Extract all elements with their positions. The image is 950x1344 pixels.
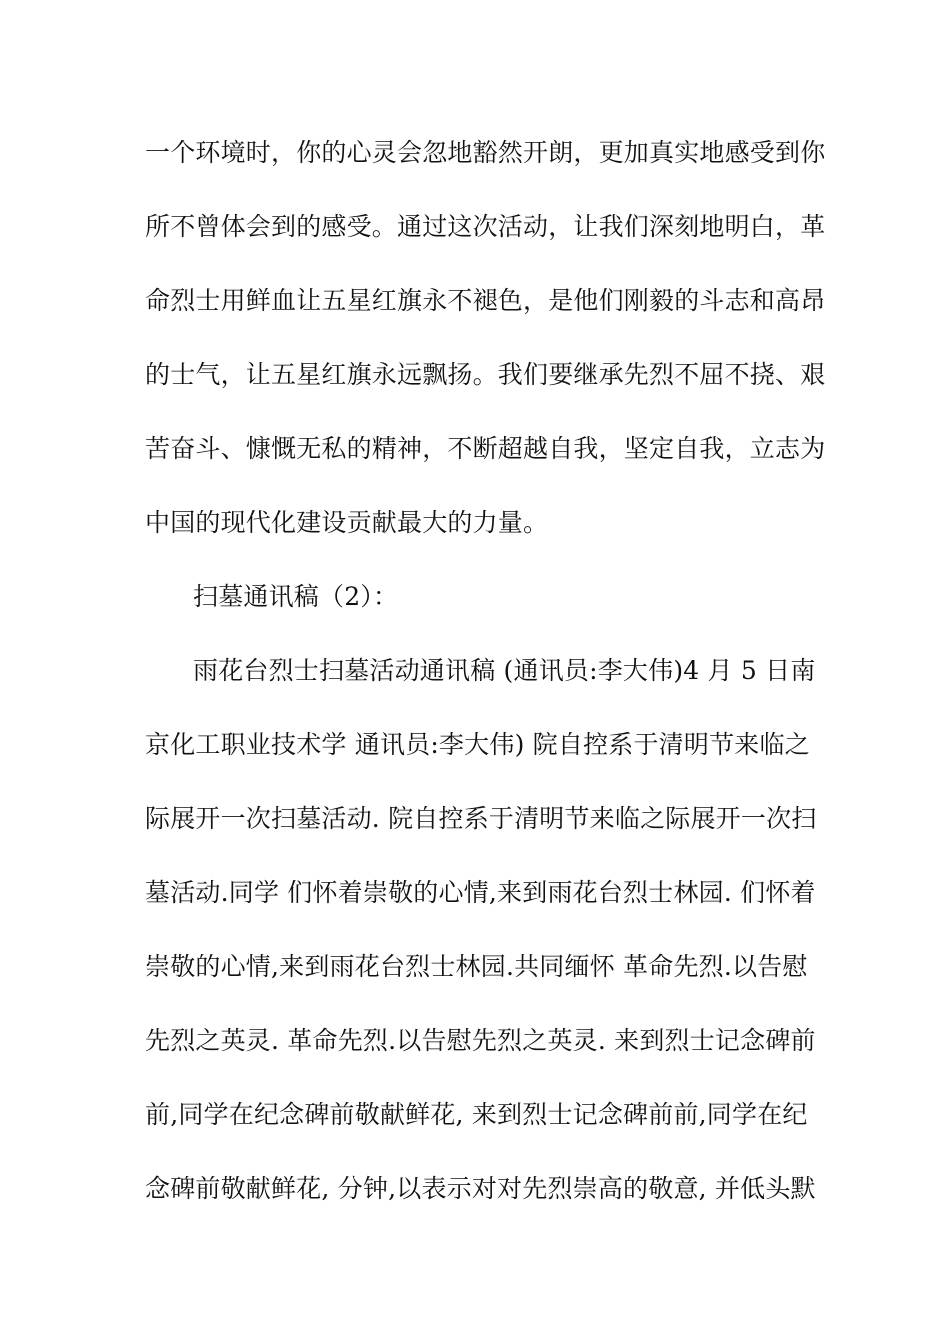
- section-heading: 扫墓通讯稿（2）：: [193, 582, 399, 611]
- paragraph-line: 命烈士用鲜血让五星红旗永不褪色，是他们刚毅的斗志和高昂: [145, 286, 826, 315]
- paragraph-line: 一个环境时，你的心灵会忽地豁然开朗，更加真实地感受到你: [145, 138, 826, 167]
- paragraph-line: 所不曾体会到的感受。通过这次活动，让我们深刻地明白，革: [145, 212, 826, 241]
- paragraph-line: 前,同学在纪念碑前敬献鲜花, 来到烈士记念碑前前,同学在纪: [145, 1100, 808, 1129]
- paragraph-line: 先烈之英灵. 革命先烈.以告慰先烈之英灵. 来到烈士记念碑前: [145, 1026, 816, 1055]
- paragraph-line: 崇敬的心情,来到雨花台烈士林园.共同缅怀 革命先烈.以告慰: [145, 952, 808, 981]
- paragraph-line: 中国的现代化建设贡献最大的力量。: [145, 508, 549, 537]
- paragraph-line: 京化工职业技术学 通讯员:李大伟) 院自控系于清明节来临之: [145, 730, 810, 759]
- paragraph-line: 际展开一次扫墓活动. 院自控系于清明节来临之际展开一次扫: [145, 804, 817, 833]
- paragraph-line: 墓活动.同学 们怀着崇敬的心情,来到雨花台烈士林园. 们怀着: [145, 878, 816, 907]
- paragraph-line: 念碑前敬献鲜花, 分钟,以表示对对先烈崇高的敬意, 并低头默: [145, 1174, 816, 1203]
- paragraph-line: 的士气，让五星红旗永远飘扬。我们要继承先烈不屈不挠、艰: [145, 360, 826, 389]
- paragraph-line: 苦奋斗、慷慨无私的精神，不断超越自我，坚定自我，立志为: [145, 434, 826, 463]
- paragraph-line: 雨花台烈士扫墓活动通讯稿 (通讯员:李大伟)4 月 5 日南: [193, 656, 816, 685]
